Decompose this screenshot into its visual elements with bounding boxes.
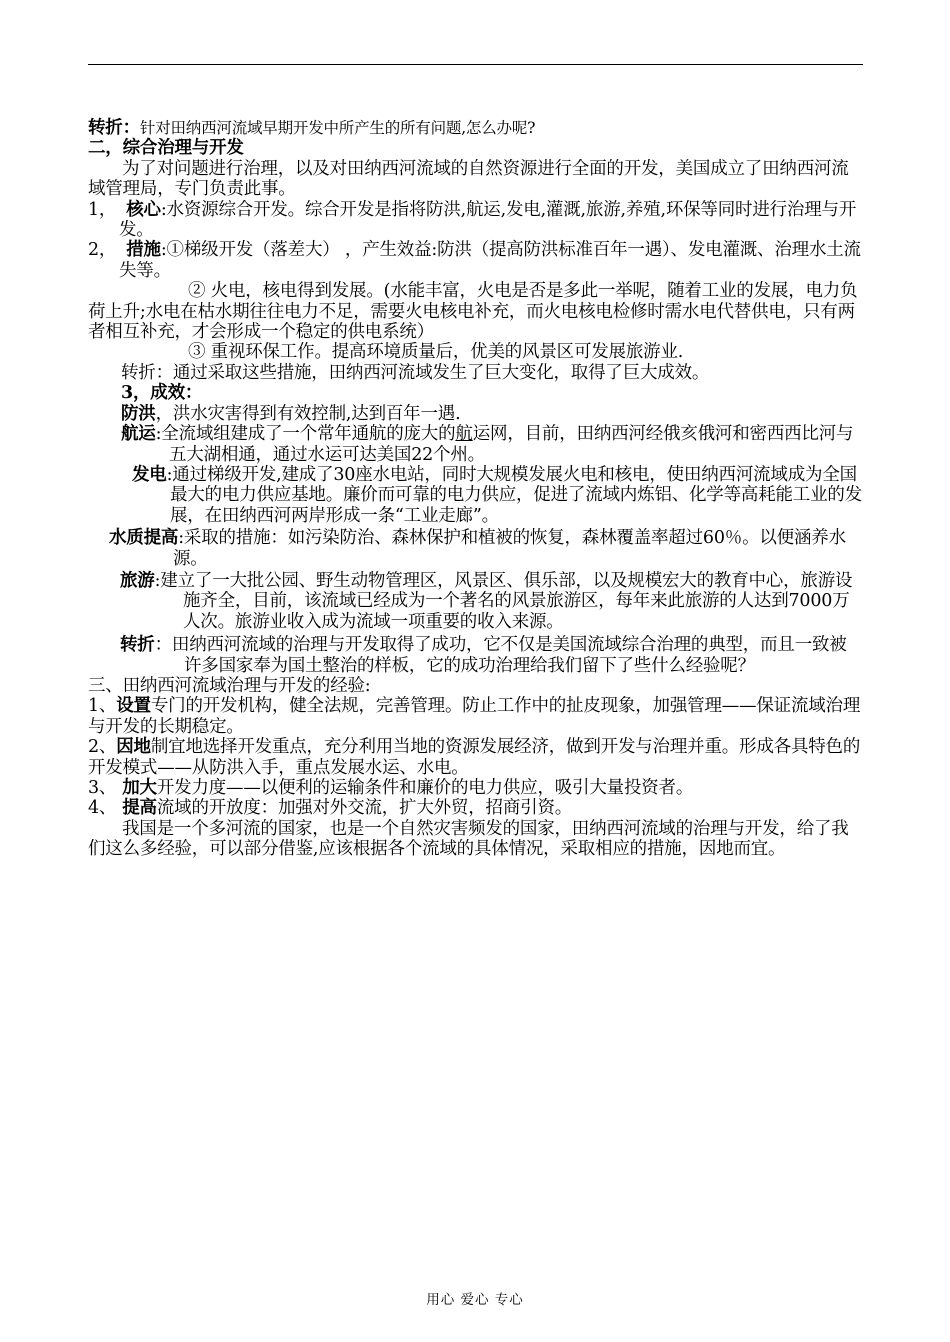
- experience-4: [88, 798, 863, 818]
- item-label: 因地: [116, 737, 151, 758]
- intro-paragraph: 为了对问题进行治理，以及对田纳西河流域的自然资源进行全面的开发，美国成立了田纳西河流域管理局，专门负责此事。: [88, 158, 849, 200]
- transition-label: 转折：: [88, 118, 140, 138]
- item-core: [88, 200, 863, 241]
- section-heading-2: 二，综合治理与开发: [88, 138, 244, 159]
- effect-label: 防洪: [121, 403, 156, 424]
- transition-experience: [88, 635, 863, 676]
- item-number: 1，: [88, 199, 117, 220]
- experience-3: [88, 778, 863, 798]
- effect-text: :建立了一大批公园、野生动物管理区，风景区、俱乐部，以及规模宏大的教育中心，旅游设施齐全，目前，该流域已经成为一个著名的风景旅游区，每年来此旅游的人达到7000万人次。旅游业收入成为流域一项重要的收入来源。: [154, 570, 853, 632]
- effect-tourism: [88, 571, 863, 632]
- section-heading-3: 三、田纳西河流域治理与开发的经验:: [88, 675, 371, 696]
- effect-label: 发电: [132, 464, 167, 485]
- effect-label: 旅游: [120, 570, 155, 591]
- conclusion-paragraph: 我国是一个多河流的国家，也是一个自然灾害频发的国家，田纳西河流域的治理与开发，给了我们这么多经验，可以部分借鉴,应该根据各个流域的具体情况，采取相应的措施，因地而宜。: [88, 818, 849, 860]
- effect-underlined: 航: [455, 424, 473, 445]
- effect-shipping: [88, 424, 863, 465]
- item-label: 设置: [116, 696, 151, 717]
- page-footer: 用心 爱心 专心: [426, 1292, 524, 1308]
- effect-flood: [88, 404, 863, 424]
- effect-text-cont: 运网，目前，田纳西河经俄亥俄河和密西西比河与五大湖相通，通过水运可达美国22个州。: [169, 424, 854, 465]
- transition-text: ：田纳西河流域的治理与开发取得了成功，它不仅是美国流域综合治理的典型，而且一致被许多国家奉为国土整治的样板，它的成功治理给我们留下了些什么经验呢？: [154, 635, 847, 676]
- item-text: 开发力度——以便利的运输条件和廉价的电力供应，吸引大量投资者。: [156, 778, 694, 798]
- experience-1: [88, 696, 863, 737]
- effect-text: :全流域组建成了一个常年通航的庞大的: [155, 424, 456, 445]
- document-body: [88, 118, 863, 860]
- effect-power: [88, 465, 863, 526]
- transition-label: 转折: [120, 635, 155, 656]
- item-text: 专门的开发机构，健全法规，完善管理。防止工作中的扯皮现象，加强管理——保证流域治理与开发的长期稳定。: [88, 696, 861, 737]
- effect-water-quality: [88, 528, 863, 569]
- transition-question: [88, 118, 863, 138]
- effect-text: :通过梯级开发,建成了30座水电站，同时大规模发展火电和核电，使田纳西河流域成为全国最大的电力供应基地。廉价而可靠的电力供应，促进了流域内炼铝、化学等高耗能工业的发展，在田纳西河两岸形成一条“工业走廊”。: [166, 464, 862, 526]
- measure-3: ③ 重视环保工作。提高环境质量后，优美的风景区可发展旅游业.: [188, 342, 684, 363]
- item-number: 2、: [88, 737, 117, 758]
- item-number: 3、: [88, 778, 117, 798]
- item-label: 措施: [126, 240, 161, 261]
- item-label: 核心: [126, 199, 161, 220]
- item-text: 制宜地选择开发重点，充分利用当地的资源发展经济，做到开发与治理并重。形成各具特色的开发模式——从防洪入手，重点发展水运、水电。: [88, 737, 861, 778]
- transition-text: 针对田纳西河流域早期开发中所产生的所有问题,怎么办呢?: [139, 119, 536, 137]
- item-number: 4、: [88, 798, 117, 819]
- item-text: 流域的开放度：加强对外交流，扩大外贸，招商引资。: [156, 798, 573, 819]
- measure-2: ② 火电，核电得到发展。(水能丰富，火电是否是多此一举呢，随着工业的发展，电力负荷上升;水电在枯水期往往电力不足，需要火电核电补充，而火电核电检修时需水电代替供电，只有两者相互补充，才会形成一个稳定的供电系统）: [88, 281, 858, 343]
- item-text: :水资源综合开发。综合开发是指将防洪,航运,发电,灌溉,旅游,养殖,环保等同时进行治理与开发。: [119, 199, 857, 241]
- experience-2: [88, 737, 863, 778]
- effect-text: :采取的措施：如污染防治、森林保护和植被的恢复，森林覆盖率超过60％。以便涵养水源。: [173, 528, 846, 569]
- effects-heading: 3，成效：: [121, 383, 203, 404]
- transition-effects: 转折：通过采取这些措施，田纳西河流域发生了巨大变化，取得了巨大成效。: [121, 362, 710, 383]
- item-text: :①梯级开发（落差大） ，产生效益:防洪（提高防洪标准百年一遇）、发电灌溉、治理水土流失等。: [119, 240, 861, 281]
- item-measures: [88, 240, 863, 281]
- item-label: 提高: [122, 798, 157, 819]
- effect-label: 航运: [121, 424, 156, 445]
- effect-label: 水质提高: [109, 528, 179, 549]
- item-number: 2，: [88, 240, 117, 261]
- header-rule: [88, 64, 863, 65]
- item-number: 1、: [88, 696, 117, 717]
- effect-text: ，洪水灾害得到有效控制,达到百年一遇.: [155, 403, 461, 424]
- item-label: 加大: [122, 778, 157, 798]
